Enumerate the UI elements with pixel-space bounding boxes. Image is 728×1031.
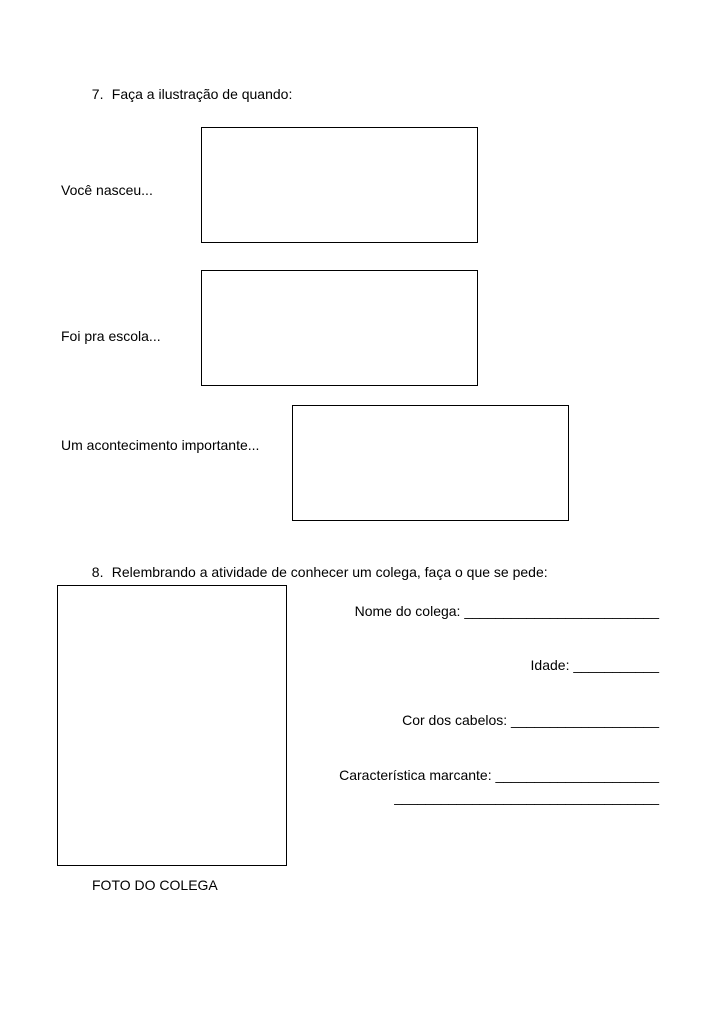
label-school: Foi pra escola... — [61, 328, 161, 344]
field-notable-trait[interactable]: Característica marcante: _____________________ — [339, 767, 659, 783]
drawing-box-important-event[interactable] — [292, 405, 569, 521]
photo-caption: FOTO DO COLEGA — [92, 877, 218, 893]
question-8-heading — [84, 548, 548, 580]
label-important-event: Um acontecimento importante... — [61, 437, 260, 453]
field-colleague-name[interactable]: Nome do colega: _________________________ — [354, 603, 659, 619]
question-7-prompt: Faça a ilustração de quando: — [111, 86, 293, 102]
drawing-box-school[interactable] — [201, 270, 478, 386]
photo-box[interactable] — [57, 585, 287, 866]
question-7-heading — [84, 70, 292, 102]
field-hair-color[interactable]: Cor dos cabelos: ___________________ — [402, 712, 659, 728]
label-born: Você nasceu... — [61, 182, 153, 198]
question-7-number: 7. — [91, 86, 104, 102]
drawing-box-born[interactable] — [201, 127, 478, 243]
question-8-prompt: Relembrando a atividade de conhecer um colega, faça o que se pede: — [111, 564, 548, 580]
question-8-number: 8. — [91, 564, 104, 580]
field-age[interactable]: Idade: ___________ — [530, 657, 659, 673]
field-notable-trait-line-2[interactable]: __________________________________ — [394, 789, 659, 805]
